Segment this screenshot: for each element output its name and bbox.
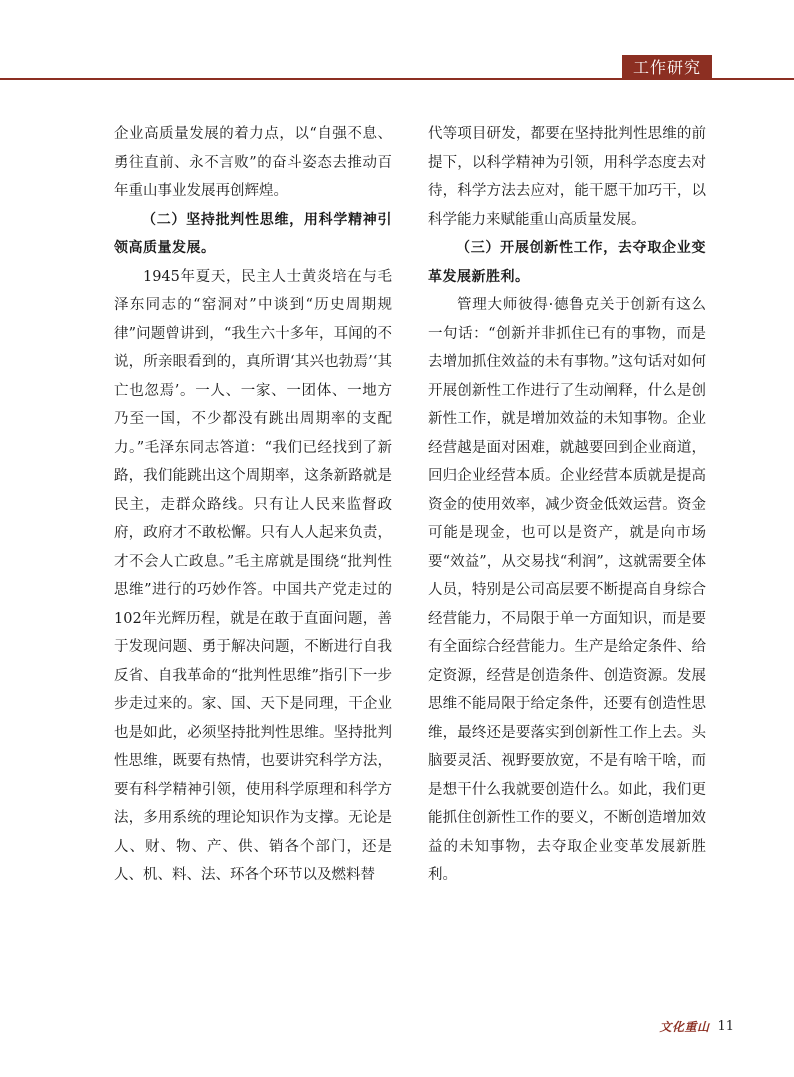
right-column (428, 120, 706, 890)
paragraph: 管理大师彼得·德鲁克关于创新有这么一句话：“创新并非抓住已有的事物，而是去增加抓住效益的未有事物。”这句话对如何开展创新性工作进行了生动阐释，什么是创新性工作，就是增加效益的未知事物。企业经营越是面对困难，就越要回到企业商道，回归企业经营本质。企业经营本质就是提高资金的使用效率，减少资金低效运营。资金可能是现金，也可以是资产，就是向市场要“效益”，从交易找“利润”，这就需要全体人员，特别是公司高层要不断提高自身综合经营能力，不局限于单一方面知识，而是要有全面综合经营能力。生产是给定条件、给定资源，经营是创造条件、创造资源。发展思维不能局限于给定条件，还要有创造性思维，最终还是要落实到创新性工作上去。头脑要灵活、视野要放宽，不是有啥干啥，而是想干什么我就要创造什么。如此，我们更能抓住创新性工作的要义，不断创造增加效益的未知事物，去夺取企业变革发展新胜利。 (428, 297, 706, 883)
paragraph: 1945年夏天，民主人士黄炎培在与毛泽东同志的“窑洞对”中谈到“历史周期规律”问题曾讲到，“我生六十多年，耳闻的不说，所亲眼看到的，真所谓‘其兴也勃焉’‘其亡也忽焉’。一人、一家、一团体、一地方乃至一国，不少都没有跳出周期率的支配力。”毛泽东同志答道：“我们已经找到了新路，我们能跳出这个周期率，这条新路就是民主，走群众路线。只有让人民来监督政府，政府才不敢松懈。只有人人起来负责，才不会人亡政息。”毛主席就是围绕“批判性思维”进行的巧妙作答。中国共产党走过的102年光辉历程，就是在敢于直面问题，善于发现问题、勇于解决问题，不断进行自我反省、自我革命的“批判性思维”指引下一步步走过来的。家、国、天下是同理，干企业也是如此，必须坚持批判性思维。坚持批判性思维，既要有热情，也要讲究科学方法，要有科学精神引领，使用科学原理和科学方法，多用系统的理论知识作为支撑。无论是人、财、物、产、供、销各个部门，还是人、机、料、法、环各个环节以及燃料替 (114, 268, 392, 883)
magazine-logo: 文化重山 (659, 1019, 710, 1034)
left-column (114, 120, 392, 890)
page-footer (659, 1015, 734, 1037)
paragraph-continued: 企业高质量发展的着力点，以“自强不息、勇往直前、永不言败”的奋斗姿态去推动百年重山事业发展再创辉煌。 (114, 126, 392, 199)
section-label: 工作研究 (622, 55, 712, 80)
paragraph-continued: 代等项目研发，都要在坚持批判性思维的前提下，以科学精神为引领，用科学态度去对待，科学方法去应对，能干愿干加巧干，以科学能力来赋能重山高质量发展。 (428, 126, 706, 228)
section-heading-3: （三）开展创新性工作，去夺取企业变革发展新胜利。 (428, 240, 706, 285)
page-number: 11 (717, 1018, 734, 1034)
section-heading-2: （二）坚持批判性思维，用科学精神引领高质量发展。 (114, 211, 392, 256)
